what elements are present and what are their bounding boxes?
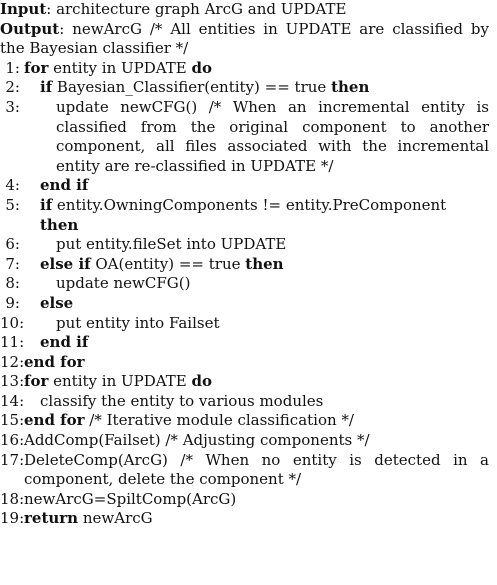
- algorithm-line-15: [0, 411, 489, 431]
- algorithm-line-13: [0, 372, 489, 392]
- line-text: newArcG: [78, 509, 153, 528]
- line-number: 15:: [0, 411, 25, 430]
- line-number: 16:: [0, 431, 25, 450]
- line-number: 10:: [0, 313, 25, 332]
- line-text: entity in UPDATE: [48, 372, 192, 391]
- line-text: OA(entity) == true: [90, 254, 246, 273]
- keyword: then: [40, 215, 79, 234]
- line-number: 6:: [5, 235, 20, 254]
- keyword: then: [245, 254, 284, 273]
- algorithm-line-18: [0, 490, 489, 510]
- line-number: 2:: [5, 78, 20, 97]
- algorithm-line-5-continuation: [0, 216, 489, 236]
- algorithm-line-11: [0, 333, 489, 353]
- output-label: Output: [0, 19, 60, 38]
- keyword: return: [24, 509, 79, 528]
- keyword: if: [40, 195, 53, 214]
- line-number: 18:: [0, 489, 25, 508]
- line-number: 11:: [0, 333, 25, 352]
- keyword: for: [24, 372, 49, 391]
- line-number: 9:: [5, 293, 20, 312]
- algorithm-line-4: [0, 176, 489, 196]
- line-text: update newCFG() /* When an incremental entity is classified from the original component to another component, all files associated with the incremental entity are re-classified in UPDATE */: [56, 97, 489, 175]
- line-number: 4:: [5, 176, 20, 195]
- line-text: DeleteComp(ArcG) /* When no entity is detected in a component, delete the component */: [24, 450, 489, 489]
- output-line: [0, 20, 489, 59]
- line-number: 12:: [0, 352, 25, 371]
- line-text: entity.OwningComponents != entity.PreComponent: [52, 195, 447, 214]
- line-number: 8:: [5, 274, 20, 293]
- keyword: if: [40, 78, 53, 97]
- keyword: for: [24, 58, 49, 77]
- algorithm-line-16: [0, 431, 489, 451]
- line-text: entity in UPDATE: [48, 58, 192, 77]
- line-number: 3:: [5, 97, 20, 116]
- input-label: Input: [0, 0, 47, 18]
- line-text: Bayesian_Classifier(entity) == true: [52, 78, 332, 97]
- algorithm-line-14: [0, 392, 489, 412]
- line-text: /* Iterative module classification */: [84, 411, 354, 430]
- algorithm-line-5: [0, 196, 489, 216]
- input-line: [0, 0, 489, 20]
- input-text: : architecture graph ArcG and UPDATE: [46, 0, 347, 18]
- output-text: : newArcG /* All entities in UPDATE are classified by the Bayesian classifier */: [0, 19, 489, 58]
- line-number: 13:: [0, 372, 25, 391]
- algorithm-line-3: [0, 98, 489, 176]
- keyword: do: [191, 372, 212, 391]
- line-text: put entity into Failset: [56, 313, 220, 332]
- line-text: AddComp(Failset) /* Adjusting components */: [24, 431, 370, 450]
- line-number: 1:: [5, 58, 20, 77]
- keyword: end if: [40, 176, 89, 195]
- line-text: classify the entity to various modules: [40, 391, 324, 410]
- keyword: end for: [24, 352, 85, 371]
- line-number: 19:: [0, 509, 25, 528]
- keyword: else if: [40, 254, 91, 273]
- algorithm-line-9: [0, 294, 489, 314]
- algorithm-line-7: [0, 255, 489, 275]
- line-number: 5:: [5, 195, 20, 214]
- keyword: then: [331, 78, 370, 97]
- algorithm-line-10: [0, 314, 489, 334]
- line-number: 14:: [0, 391, 25, 410]
- algorithm-line-8: [0, 274, 489, 294]
- line-text: put entity.fileSet into UPDATE: [56, 235, 287, 254]
- line-text: newArcG=SpiltComp(ArcG): [24, 489, 237, 508]
- keyword: else: [40, 293, 74, 312]
- keyword: end for: [24, 411, 85, 430]
- algorithm-line-17: [0, 451, 489, 490]
- algorithm-line-19: [0, 509, 489, 529]
- line-number: 17:: [0, 450, 25, 469]
- algorithm-line-6: [0, 235, 489, 255]
- line-number: 7:: [5, 254, 20, 273]
- keyword: end if: [40, 333, 89, 352]
- algorithm-line-12: [0, 353, 489, 373]
- algorithm-line-1: [0, 59, 489, 79]
- keyword: do: [191, 58, 212, 77]
- line-text: update newCFG(): [56, 274, 191, 293]
- algorithm-line-2: [0, 78, 489, 98]
